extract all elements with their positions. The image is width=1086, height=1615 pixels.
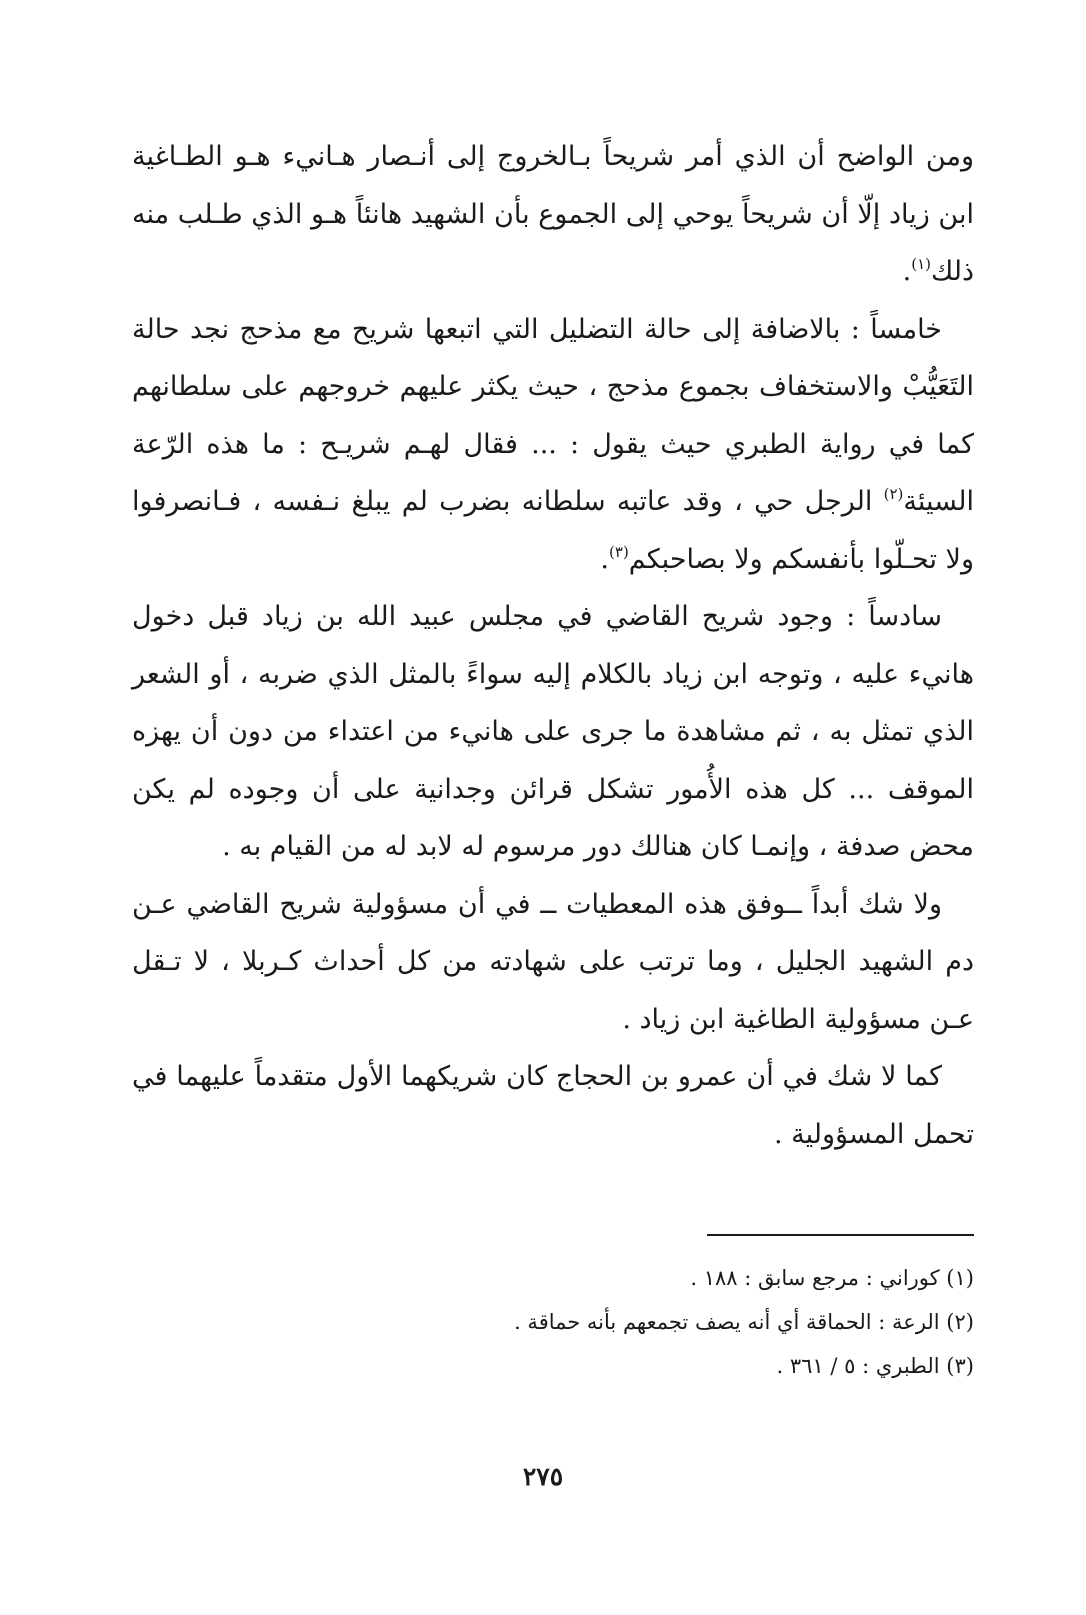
footnote-2: (٢) الرعة : الحماقة أي أنه يصف تجمعهم بأنه حماقة .: [514, 1310, 974, 1334]
footnote-ref-2: (٢): [883, 485, 904, 503]
footnote-1: (١) كوراني : مرجع سابق : ١٨٨ .: [690, 1266, 974, 1290]
paragraph-2-text: خامساً : بالاضافة إلى حالة التضليل التي اتبعها شريح مع مذحج نجد حالة التَعَيُّبْ والاستخفاف بجموع مذحج ، حيث يكثر عليهم خروجهم على سلطانهم كما في رواية الطبري حيث يقول : ... فقال لهـم شريـح : ما هذه الرّعة السيئة: [132, 313, 974, 517]
paragraph-3: [132, 588, 974, 876]
paragraph-5: [132, 1048, 974, 1163]
paragraph-4: [132, 876, 974, 1049]
paragraph-5-text: كما لا شك في أن عمرو بن الحجاج كان شريكهما الأول متقدماً عليهما في تحمل المسؤولية .: [132, 1061, 974, 1150]
footnote-3: (٣) الطبري : ٥ / ٣٦١ .: [776, 1354, 974, 1378]
footnote-ref-1: (١): [911, 255, 931, 273]
paragraph-1-end: .: [902, 256, 912, 287]
paragraph-2-end: .: [600, 543, 610, 575]
paragraph-1: [132, 128, 974, 301]
paragraph-4-text: ولا شك أبداً ــوفق هذه المعطيات ــ في أن مسؤولية شريح القاضي عـن دم الشهيد الجليل ، وما ترتب على شهادته من كل أحداث كـربلا ، لا تـقل عـن مسؤولية الطاغية ابن زياد .: [132, 888, 974, 1035]
footnotes: [132, 1256, 974, 1388]
footnote-divider: [707, 1234, 974, 1236]
main-text: [132, 128, 974, 1163]
footnote-ref-3: (٣): [609, 542, 629, 561]
paragraph-2-continuation: الرجل حي ، وقد عاتبه سلطانه بضرب لم يبلغ نـفسه ، فـانصرفوا ولا تحـلّوا بأنفسكم ولا بصاحبكم: [132, 486, 974, 575]
paragraph-3-text: سادساً : وجود شريح القاضي في مجلس عبيد الله بن زياد قبل دخول هانيء عليه ، وتوجه ابن زياد بالكلام إليه سواءً بالمثل الذي ضربه ، أو الشعر الذي تمثل به ، ثم مشاهدة ما جرى على هانيء من اعتداء من دون أن يهزه الموقف ... كل هذه الأُمور تشكل قرائن وجدانية على أن وجوده لم يكن محض صدفة ، وإنمـا كان هنالك دور مرسوم له لابد له من القيام به .: [132, 601, 974, 862]
paragraph-1-text: ومن الواضح أن الذي أمر شريحاً بـالخروج إلى أنـصار هـانيء هـو الطـاغية ابن زياد إلّا أن شريحاً يوحي إلى الجموع بأن الشهيد هانئاً هـو الذي طـلب منه ذلك: [132, 141, 974, 287]
paragraph-2: [132, 301, 974, 589]
page-number: ٢٧٥: [522, 1462, 564, 1491]
